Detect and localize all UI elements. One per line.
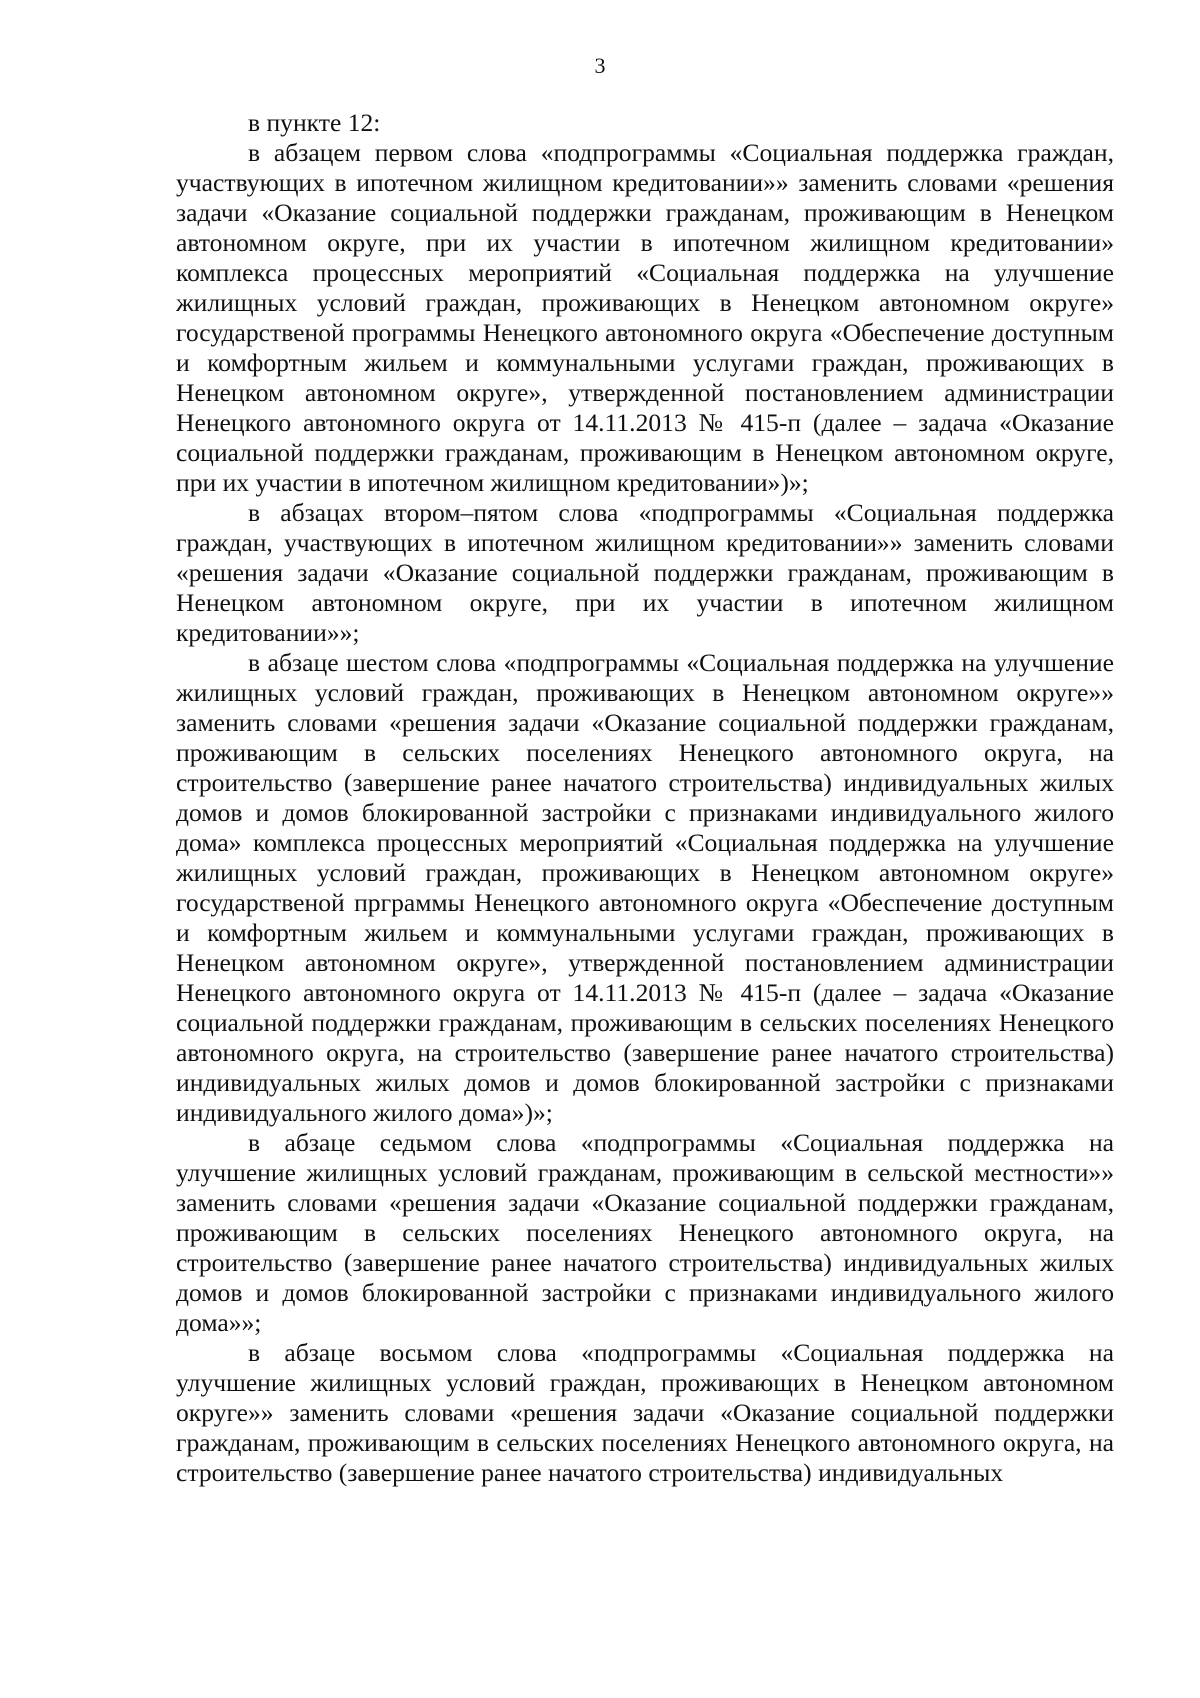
paragraph-first-abzac: в абзацем первом слова «подпрограммы «Социальная поддержка граждан, участвующих в ипотечном жилищном кредитовании»» заменить словами «решения задачи «Оказание социальной поддержки гражданам, проживающим в Ненецком автономном округе, при их участии в ипотечном жилищном кредитовании» комплекса процессных мероприятий «Социальная поддержка на улучшение жилищных условий граждан, проживающих в Ненецком автономном округе» государственой программы Ненецкого автономного округа «Обеспечение доступным и комфортным жильем и коммунальными услугами граждан, проживающих в Ненецком автономном округе», утвержденной постановлением администрации Ненецкого автономного округа от 14.11.2013 № 415-п (далее – задача «Оказание социальной поддержки гражданам, проживающим в Ненецком автономном округе, при их участии в ипотечном жилищном кредитовании»)»;: [176, 138, 1114, 497]
document-body: [176, 108, 1114, 1488]
page-number: 3: [594, 53, 606, 78]
paragraph-eighth-abzac: в абзаце восьмом слова «подпрограммы «Социальная поддержка на улучшение жилищных условий граждан, проживающих в Ненецком автономном округе»» заменить словами «решения задачи «Оказание социальной поддержки гражданам, проживающим в сельских поселениях Ненецкого автономного округа, на строительство (завершение ранее начатого строительства) индивидуальных: [176, 1338, 1114, 1487]
paragraph-seventh-abzac: в абзаце седьмом слова «подпрограммы «Социальная поддержка на улучшение жилищных условий гражданам, проживающим в сельской местности»» заменить словами «решения задачи «Оказание социальной поддержки гражданам, проживающим в сельских поселениях Ненецкого автономного округа, на строительство (завершение ранее начатого строительства) индивидуальных жилых домов и домов блокированной застройки с признаками индивидуального жилого дома»»;: [176, 1128, 1114, 1337]
paragraph-sixth-abzac: в абзаце шестом слова «подпрограммы «Социальная поддержка на улучшение жилищных условий граждан, проживающих в Ненецком автономном округе»» заменить словами «решения задачи «Оказание социальной поддержки гражданам, проживающим в сельских поселениях Ненецкого автономного округа, на строительство (завершение ранее начатого строительства) индивидуальных жилых домов и домов блокированной застройки с признаками индивидуального жилого дома» комплекса процессных мероприятий «Социальная поддержка на улучшение жилищных условий граждан, проживающих в Ненецком автономном округе» государственой прграммы Ненецкого автономного округа «Обеспечение доступным и комфортным жильем и коммунальными услугами граждан, проживающих в Ненецком автономном округе», утвержденной постановлением администрации Ненецкого автономного округа от 14.11.2013 № 415-п (далее – задача «Оказание социальной поддержки гражданам, проживающим в сельских поселениях Ненецкого автономного округа, на строительство (завершение ранее начатого строительства) индивидуальных жилых домов и домов блокированной застройки с признаками индивидуального жилого дома»)»;: [176, 648, 1114, 1127]
paragraph-point-12: в пункте 12:: [248, 108, 381, 137]
paragraph-second-fifth-abzac: в абзацах втором–пятом слова «подпрограммы «Социальная поддержка граждан, участвующих в ипотечном жилищном кредитовании»» заменить словами «решения задачи «Оказание социальной поддержки гражданам, проживающим в Ненецком автономном округе, при их участии в ипотечном жилищном кредитовании»»;: [176, 498, 1114, 647]
